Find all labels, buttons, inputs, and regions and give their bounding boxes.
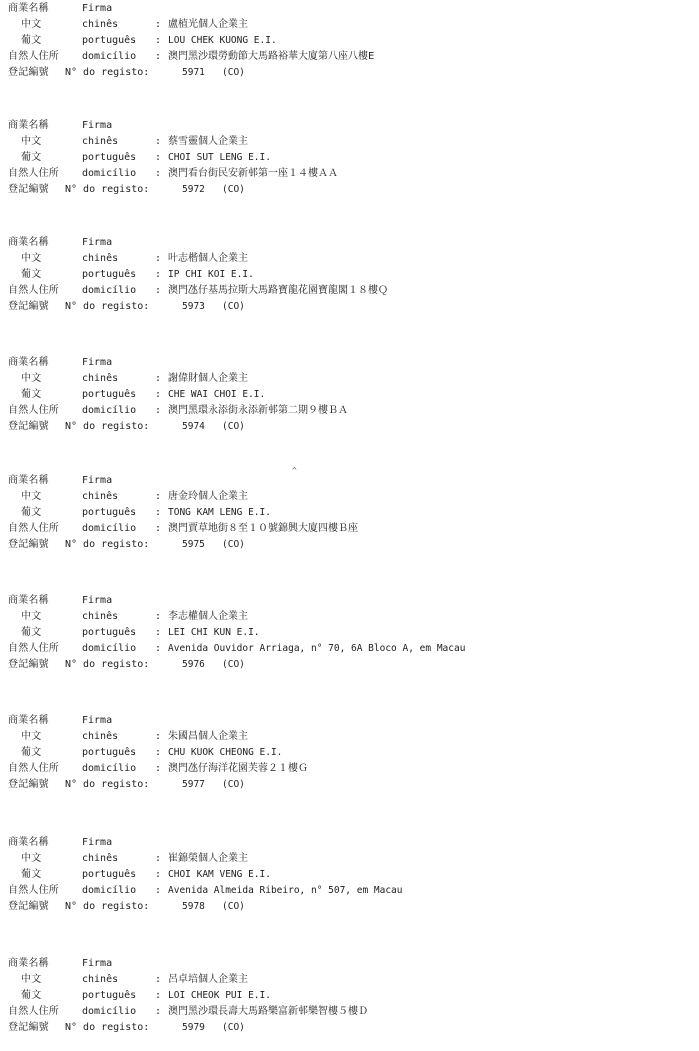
colon: : — [155, 869, 162, 880]
colon: : — [155, 152, 162, 163]
portuguese-label-zh: 葡文 — [21, 507, 42, 518]
domicile-value: 澳門氹仔基馬拉斯大馬路寶龍花園寶龍閣１８樓Ｑ — [168, 285, 388, 296]
firm-record — [0, 835, 699, 925]
portuguese-label-zh: 葡文 — [21, 389, 42, 400]
portuguese-name: LOI CHEOK PUI E.I. — [168, 990, 271, 1001]
chinese-name: 李志權個人企業主 — [168, 611, 248, 622]
firm-label-pt: Firma — [82, 595, 113, 606]
domicile-label-zh: 自然人住所 — [8, 405, 59, 416]
registry-number: 5972 — [182, 184, 205, 195]
registry-label-pt: N° do registo: — [65, 1022, 150, 1033]
portuguese-label-pt: português — [82, 869, 137, 880]
portuguese-name: CHE WAI CHOI E.I. — [168, 389, 266, 400]
registry-number: 5973 — [182, 301, 205, 312]
domicile-value: Avenida Ouvidor Arriaga, n° 70, 6A Bloco A, em Macau — [168, 643, 466, 654]
firm-record — [0, 235, 699, 325]
domicile-label-pt: domicílio — [82, 51, 137, 62]
registry-number: 5979 — [182, 1022, 205, 1033]
firm-label-pt: Firma — [82, 120, 113, 131]
portuguese-label-zh: 葡文 — [21, 269, 42, 280]
firm-label-pt: Firma — [82, 475, 113, 486]
domicile-value: 澳門黑沙環長壽大馬路樂富新邨樂智樓５樓Ｄ — [168, 1006, 368, 1017]
firm-record — [0, 473, 699, 563]
firm-label-zh: 商業名稱 — [8, 237, 49, 248]
chinese-label-pt: chinês — [82, 611, 119, 622]
registry-label-zh: 登記編號 — [8, 301, 49, 312]
colon: : — [155, 51, 162, 62]
domicile-label-pt: domicílio — [82, 763, 137, 774]
chinese-label-pt: chinês — [82, 731, 119, 742]
domicile-label-zh: 自然人住所 — [8, 885, 59, 896]
registry-label-zh: 登記編號 — [8, 779, 49, 790]
chinese-name: 朱國昌個人企業主 — [168, 731, 248, 742]
portuguese-label-zh: 葡文 — [21, 747, 42, 758]
registry-suffix: (CO) — [222, 184, 245, 195]
colon: : — [155, 253, 162, 264]
domicile-label-pt: domicílio — [82, 168, 137, 179]
chinese-label-pt: chinês — [82, 491, 119, 502]
chinese-label-zh: 中文 — [21, 611, 42, 622]
registry-suffix: (CO) — [222, 301, 245, 312]
chinese-name: 蔡雪靈個人企業主 — [168, 136, 248, 147]
domicile-label-pt: domicílio — [82, 285, 137, 296]
firm-record — [0, 1, 699, 91]
colon: : — [155, 405, 162, 416]
registry-label-pt: N° do registo: — [65, 184, 150, 195]
registry-suffix: (CO) — [222, 901, 245, 912]
chinese-label-pt: chinês — [82, 136, 119, 147]
domicile-value: 澳門氹仔海洋花園芙蓉２１樓Ｇ — [168, 763, 308, 774]
firm-label-zh: 商業名稱 — [8, 837, 49, 848]
registry-label-zh: 登記編號 — [8, 539, 49, 550]
colon: : — [155, 731, 162, 742]
firm-label-pt: Firma — [82, 3, 113, 14]
domicile-label-zh: 自然人住所 — [8, 168, 59, 179]
registry-number: 5977 — [182, 779, 205, 790]
domicile-value: 澳門黑環永添街永添新邨第二期９樓ＢＡ — [168, 405, 348, 416]
firm-label-zh: 商業名稱 — [8, 595, 49, 606]
registry-label-pt: N° do registo: — [65, 421, 150, 432]
registry-label-zh: 登記編號 — [8, 1022, 49, 1033]
firm-label-pt: Firma — [82, 958, 113, 969]
firm-record — [0, 956, 699, 1046]
domicile-value: Avenida Almeida Ribeiro, n° 507, em Macau — [168, 885, 403, 896]
chinese-name: 謝偉財個人企業主 — [168, 373, 248, 384]
portuguese-label-pt: português — [82, 627, 137, 638]
colon: : — [155, 35, 162, 46]
firm-record — [0, 713, 699, 803]
domicile-label-pt: domicílio — [82, 643, 137, 654]
colon: : — [155, 269, 162, 280]
registry-label-pt: N° do registo: — [65, 301, 150, 312]
domicile-label-pt: domicílio — [82, 885, 137, 896]
domicile-label-zh: 自然人住所 — [8, 523, 59, 534]
colon: : — [155, 885, 162, 896]
registry-label-pt: N° do registo: — [65, 901, 150, 912]
portuguese-name: TONG KAM LENG E.I. — [168, 507, 271, 518]
registry-label-zh: 登記編號 — [8, 901, 49, 912]
registry-number: 5975 — [182, 539, 205, 550]
colon: : — [155, 643, 162, 654]
portuguese-name: IP CHI KOI E.I. — [168, 269, 254, 280]
firm-label-zh: 商業名稱 — [8, 475, 49, 486]
colon: : — [155, 523, 162, 534]
colon: : — [155, 168, 162, 179]
portuguese-label-zh: 葡文 — [21, 869, 42, 880]
portuguese-label-zh: 葡文 — [21, 35, 42, 46]
chinese-label-pt: chinês — [82, 19, 119, 30]
registry-number: 5974 — [182, 421, 205, 432]
chinese-label-zh: 中文 — [21, 19, 42, 30]
colon: : — [155, 285, 162, 296]
portuguese-name: CHOI SUT LENG E.I. — [168, 152, 271, 163]
registry-label-pt: N° do registo: — [65, 659, 150, 670]
firm-label-zh: 商業名稱 — [8, 958, 49, 969]
registry-suffix: (CO) — [222, 67, 245, 78]
chinese-label-zh: 中文 — [21, 373, 42, 384]
chinese-label-pt: chinês — [82, 373, 119, 384]
firm-label-zh: 商業名稱 — [8, 715, 49, 726]
colon: : — [155, 763, 162, 774]
colon: : — [155, 627, 162, 638]
chinese-label-zh: 中文 — [21, 136, 42, 147]
portuguese-label-pt: português — [82, 507, 137, 518]
domicile-value: 澳門黑沙環勞動節大馬路裕華大廈第八座八樓E — [168, 51, 375, 62]
firm-record — [0, 593, 699, 683]
registry-label-zh: 登記編號 — [8, 67, 49, 78]
firm-record — [0, 355, 699, 445]
portuguese-name: LEI CHI KUN E.I. — [168, 627, 260, 638]
chinese-label-pt: chinês — [82, 974, 119, 985]
chinese-name: 唐金玲個人企業主 — [168, 491, 248, 502]
colon: : — [155, 491, 162, 502]
registry-number: 5976 — [182, 659, 205, 670]
registry-label-pt: N° do registo: — [65, 779, 150, 790]
portuguese-label-zh: 葡文 — [21, 990, 42, 1001]
chinese-label-pt: chinês — [82, 253, 119, 264]
colon: : — [155, 1006, 162, 1017]
chinese-name: 叶志楷個人企業主 — [168, 253, 248, 264]
domicile-label-zh: 自然人住所 — [8, 285, 59, 296]
portuguese-label-pt: português — [82, 152, 137, 163]
registry-number: 5978 — [182, 901, 205, 912]
colon: : — [155, 19, 162, 30]
chinese-name: 盧植光個人企業主 — [168, 19, 248, 30]
firm-label-pt: Firma — [82, 237, 113, 248]
firm-label-pt: Firma — [82, 715, 113, 726]
portuguese-label-pt: português — [82, 990, 137, 1001]
firm-label-zh: 商業名稱 — [8, 120, 49, 131]
registry-label-zh: 登記編號 — [8, 184, 49, 195]
colon: : — [155, 974, 162, 985]
colon: : — [155, 507, 162, 518]
registry-number: 5971 — [182, 67, 205, 78]
colon: : — [155, 611, 162, 622]
portuguese-label-pt: português — [82, 35, 137, 46]
chinese-label-zh: 中文 — [21, 491, 42, 502]
firm-label-pt: Firma — [82, 837, 113, 848]
chinese-label-zh: 中文 — [21, 853, 42, 864]
portuguese-label-zh: 葡文 — [21, 152, 42, 163]
portuguese-name: CHU KUOK CHEONG E.I. — [168, 747, 283, 758]
registry-label-zh: 登記編號 — [8, 421, 49, 432]
domicile-label-zh: 自然人住所 — [8, 51, 59, 62]
portuguese-name: CHOI KAM VENG E.I. — [168, 869, 271, 880]
domicile-label-zh: 自然人住所 — [8, 763, 59, 774]
registry-suffix: (CO) — [222, 659, 245, 670]
portuguese-label-pt: português — [82, 389, 137, 400]
chinese-name: 崔錦榮個人企業主 — [168, 853, 248, 864]
registry-label-pt: N° do registo: — [65, 539, 150, 550]
chinese-label-zh: 中文 — [21, 974, 42, 985]
chinese-label-zh: 中文 — [21, 253, 42, 264]
registry-suffix: (CO) — [222, 779, 245, 790]
colon: : — [155, 389, 162, 400]
stray-mark: ^ — [292, 466, 297, 475]
firm-record — [0, 118, 699, 208]
firm-label-pt: Firma — [82, 357, 113, 368]
domicile-label-zh: 自然人住所 — [8, 1006, 59, 1017]
firm-label-zh: 商業名稱 — [8, 357, 49, 368]
chinese-label-zh: 中文 — [21, 731, 42, 742]
portuguese-label-pt: português — [82, 269, 137, 280]
registry-suffix: (CO) — [222, 421, 245, 432]
chinese-name: 呂卓培個人企業主 — [168, 974, 248, 985]
domicile-label-pt: domicílio — [82, 1006, 137, 1017]
chinese-label-pt: chinês — [82, 853, 119, 864]
colon: : — [155, 136, 162, 147]
registry-label-pt: N° do registo: — [65, 67, 150, 78]
portuguese-name: LOU CHEK KUONG E.I. — [168, 35, 277, 46]
domicile-label-pt: domicílio — [82, 523, 137, 534]
domicile-label-pt: domicílio — [82, 405, 137, 416]
colon: : — [155, 373, 162, 384]
registry-suffix: (CO) — [222, 539, 245, 550]
portuguese-label-zh: 葡文 — [21, 627, 42, 638]
domicile-value: 澳門賈草地街８至１０號錦興大廈四樓Ｂ座 — [168, 523, 358, 534]
portuguese-label-pt: português — [82, 747, 137, 758]
registry-suffix: (CO) — [222, 1022, 245, 1033]
firm-label-zh: 商業名稱 — [8, 3, 49, 14]
colon: : — [155, 990, 162, 1001]
colon: : — [155, 853, 162, 864]
domicile-label-zh: 自然人住所 — [8, 643, 59, 654]
domicile-value: 澳門看台街民安新邨第一座１４樓ＡＡ — [168, 168, 338, 179]
registry-label-zh: 登記編號 — [8, 659, 49, 670]
colon: : — [155, 747, 162, 758]
